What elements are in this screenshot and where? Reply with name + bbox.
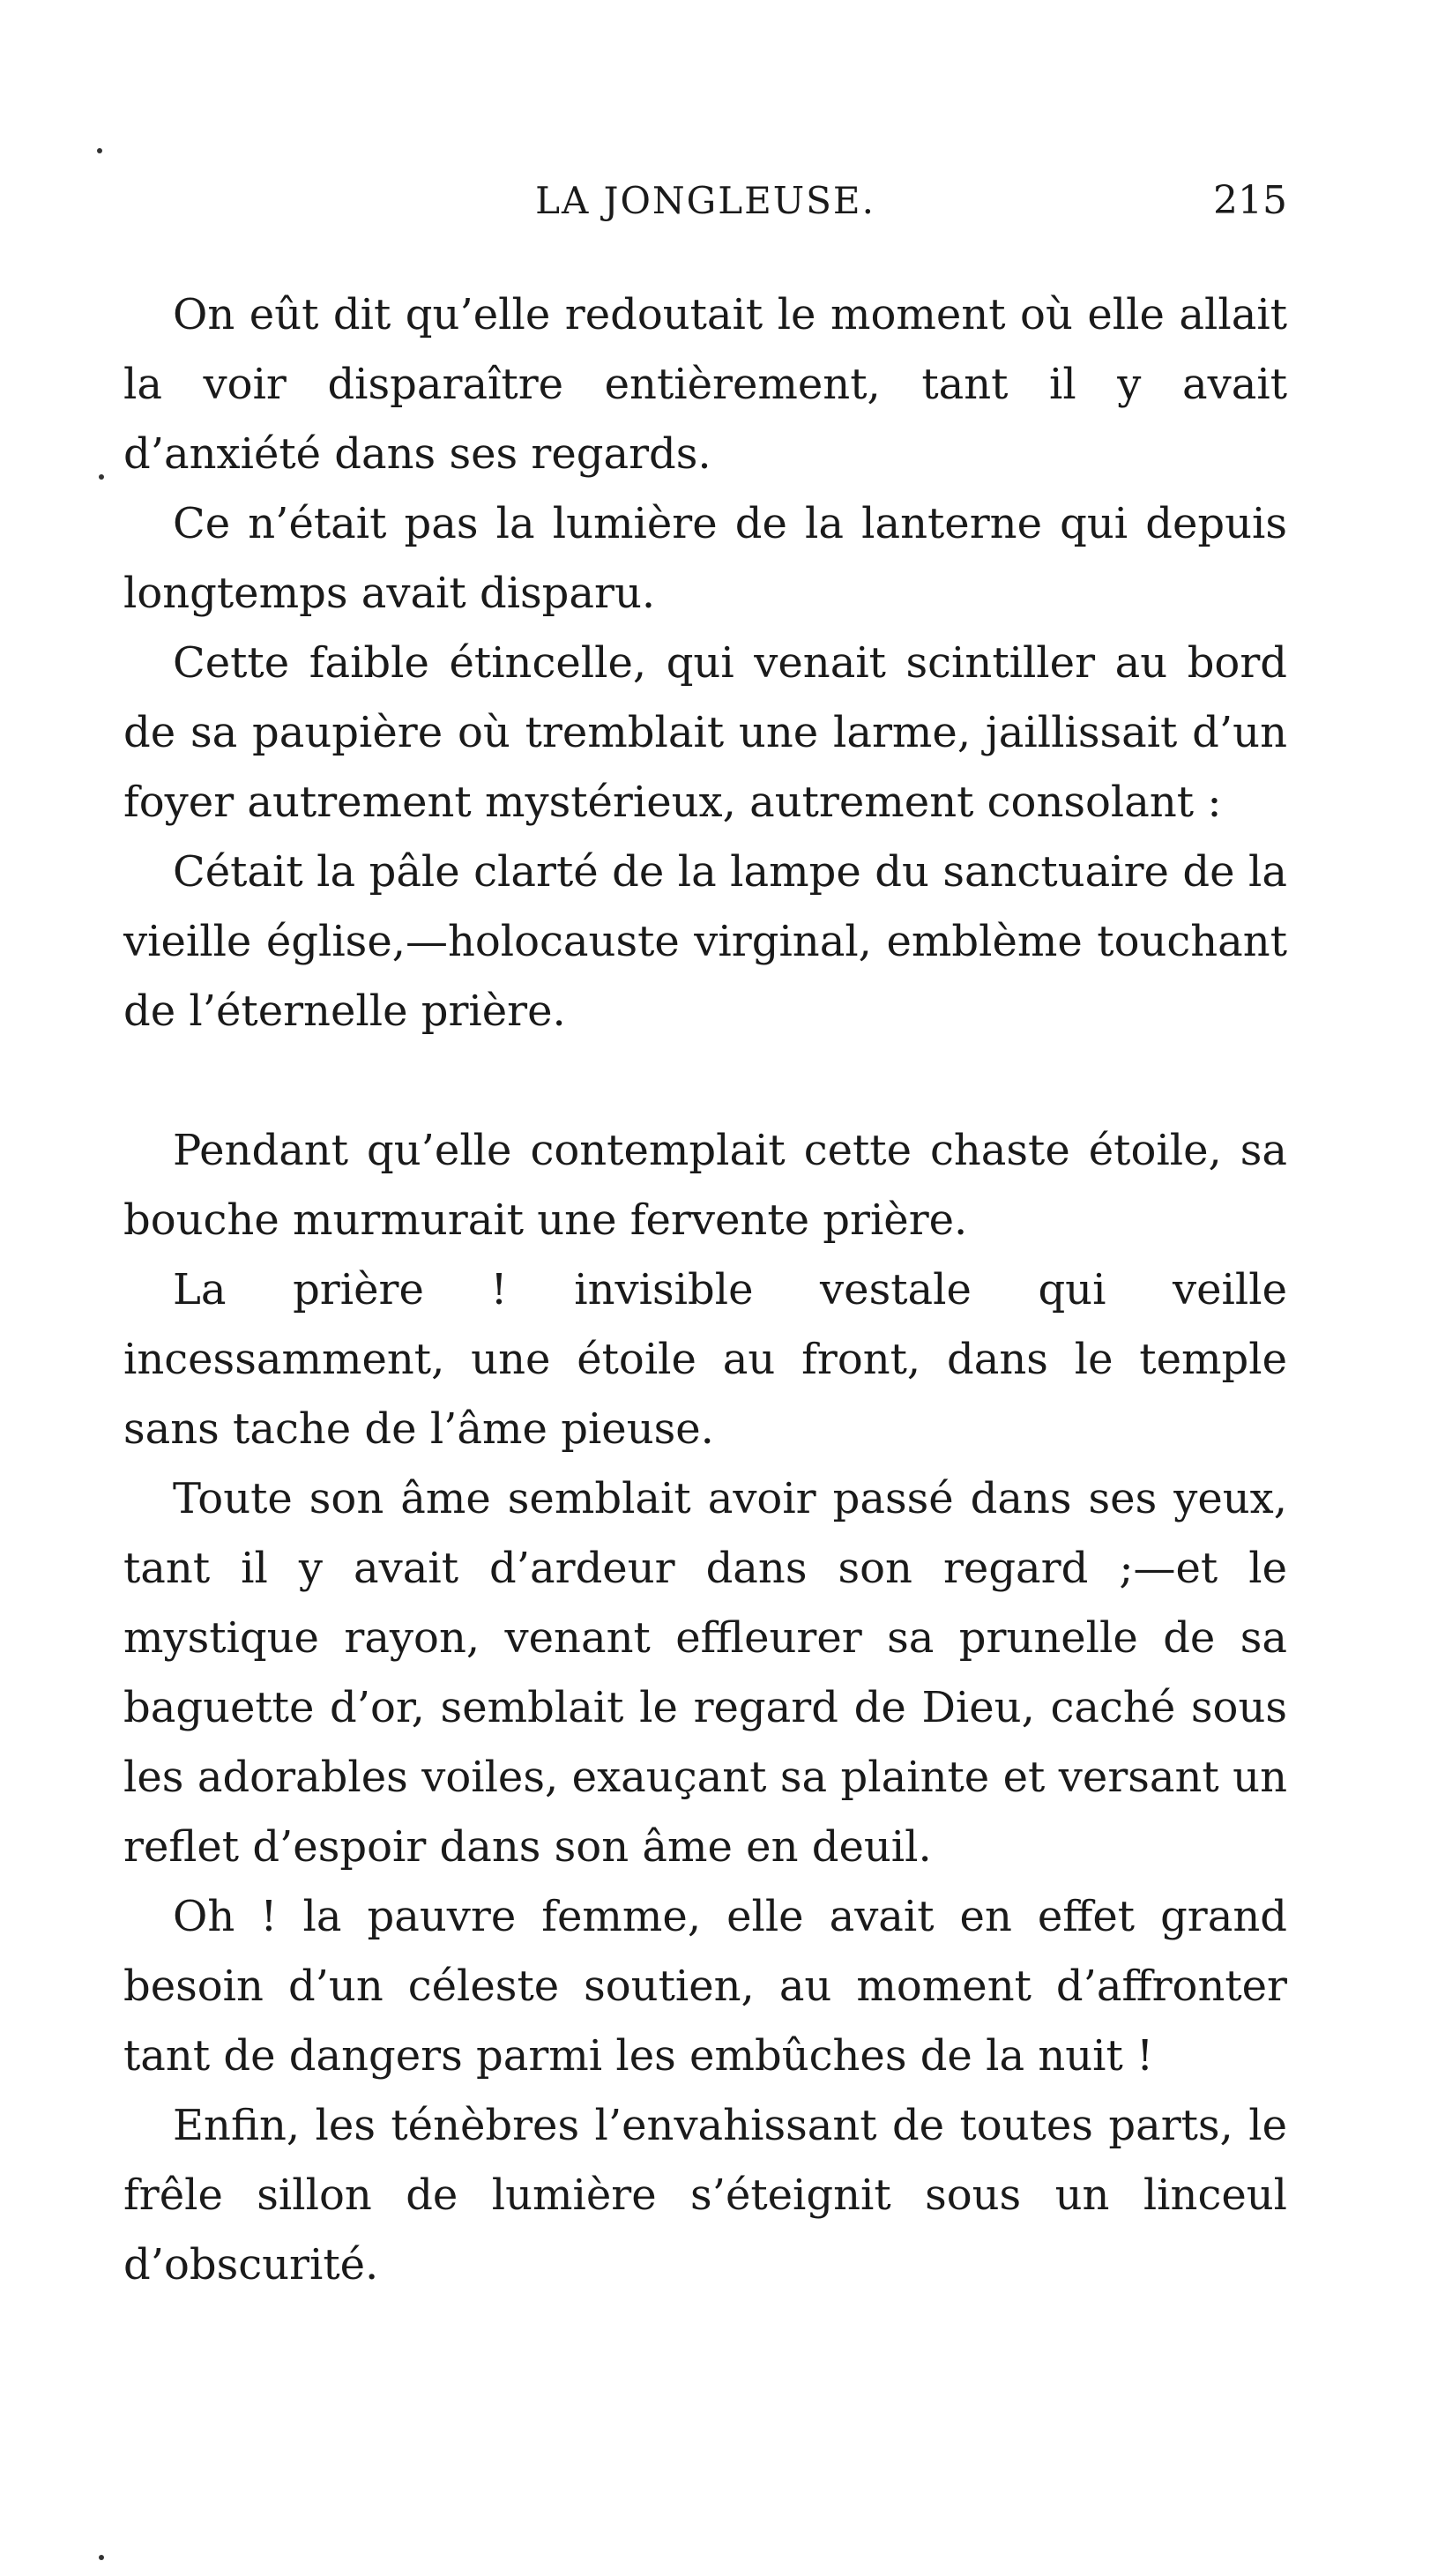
print-speck: [97, 148, 102, 153]
paragraph: Enfin, les ténèbres l’envahissant de toutes parts, le frêle sillon de lumière s’éteignit sous un linceul d’obscurité.: [123, 2101, 1287, 2289]
paragraph: On eût dit qu’elle redoutait le moment où elle allait la voir disparaître entièrement, tant il y avait d’anxiété dans ses regards.: [123, 290, 1287, 479]
paragraph: Toute son âme semblait avoir passé dans ses yeux, tant il y avait d’ardeur dans son regard ;—et le mystique rayon, venant effleurer sa prunelle de sa baguette d’or, semblait le regard de Dieu, caché sous les adorables voiles, exauçant sa plainte et versant un reflet d’espoir dans son âme en deuil.: [123, 1474, 1287, 1872]
print-speck: [99, 2555, 104, 2560]
paragraph: La prière ! invisible vestale qui veille incessamment, une étoile au front, dans le temple sans tache de l’âme pieuse.: [123, 1265, 1287, 1454]
running-title: LA JONGLEUSE.: [535, 179, 875, 222]
paragraph: Ce n’était pas la lumière de la lanterne qui depuis longtemps avait disparu.: [123, 499, 1287, 618]
paragraph: Cétait la pâle clarté de la lampe du sanctuaire de la vieille église,—holocauste virginal, emblème touchant de l’éternelle prière.: [123, 847, 1287, 1036]
print-speck: [99, 474, 104, 480]
page-number: 215: [1213, 178, 1287, 223]
body-text: [123, 280, 1287, 2300]
paragraph: Cette faible étincelle, qui venait scintiller au bord de sa paupière où tremblait une larme, jaillissait d’un foyer autrement mystérieux, autrement consolant :: [123, 638, 1287, 827]
paragraph: Pendant qu’elle contemplait cette chaste étoile, sa bouche murmurait une fervente prière.: [123, 1126, 1287, 1245]
running-head: [123, 175, 1287, 227]
paragraph: Oh ! la pauvre femme, elle avait en effet grand besoin d’un céleste soutien, au moment d’affronter tant de dangers parmi les embûches de la nuit !: [123, 1892, 1287, 2081]
